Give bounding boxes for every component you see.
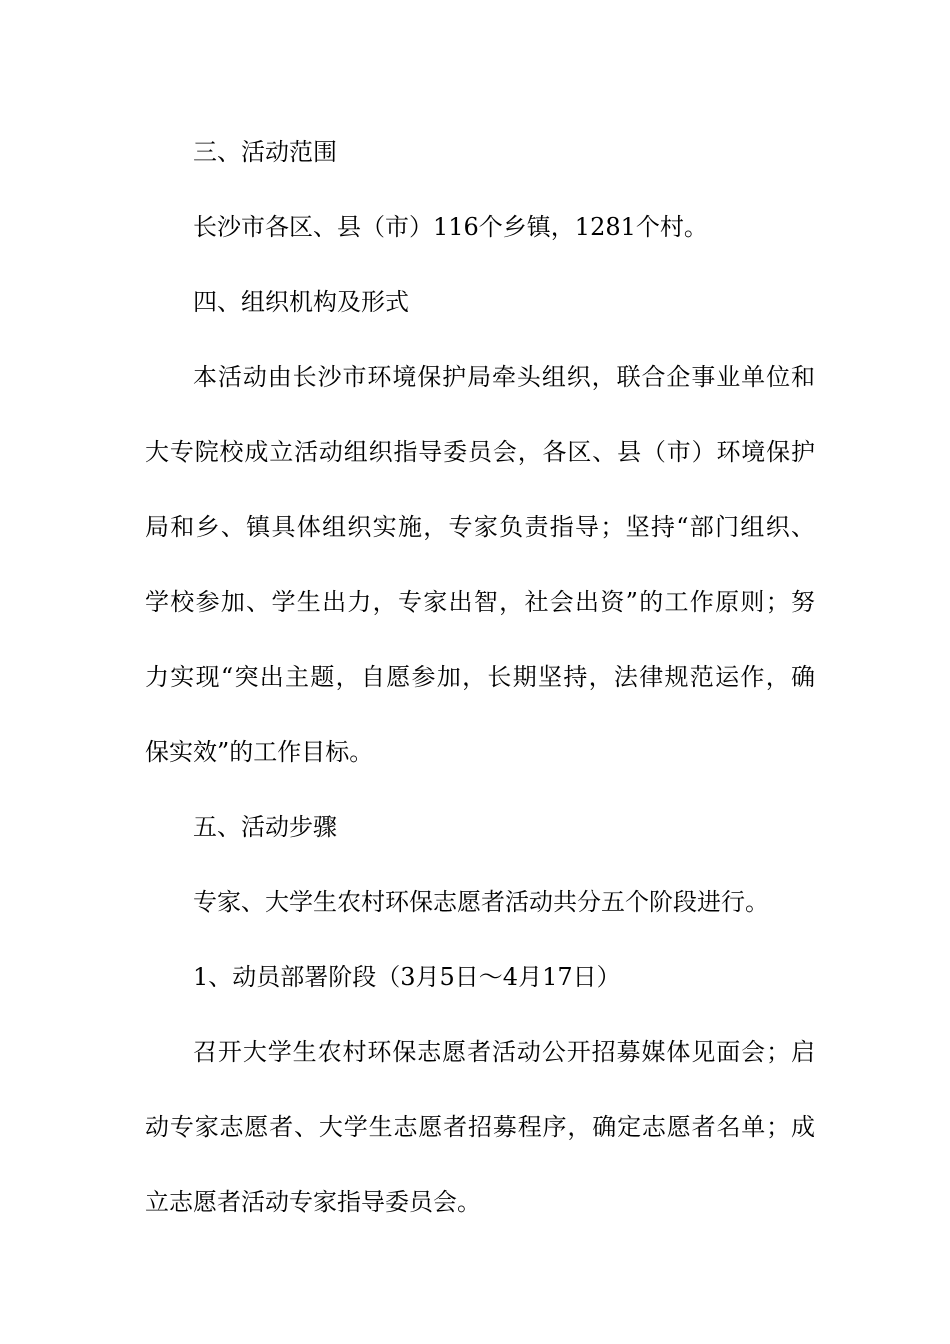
subheading-stage-1: 1、动员部署阶段（3月5日～4月17日） [193, 963, 621, 991]
paragraph-line: 专家、大学生农村环保志愿者活动共分五个阶段进行。 [193, 888, 769, 916]
paragraph-line: 动专家志愿者、大学生志愿者招募程序，确定志愿者名单；成 [145, 1113, 815, 1141]
paragraph-line: 本活动由长沙市环境保护局牵头组织，联合企事业单位和 [193, 363, 815, 391]
paragraph-line: 长沙市各区、县（市）116个乡镇，1281个村。 [193, 213, 708, 241]
section-heading-steps: 五、活动步骤 [193, 813, 337, 841]
section-heading-organization: 四、组织机构及形式 [193, 288, 409, 316]
paragraph-line: 局和乡、镇具体组织实施，专家负责指导；坚持“部门组织、 [145, 513, 815, 541]
paragraph-line: 召开大学生农村环保志愿者活动公开招募媒体见面会；启 [193, 1038, 815, 1066]
paragraph-line: 力实现“突出主题，自愿参加，长期坚持，法律规范运作，确 [145, 663, 815, 691]
paragraph-line: 保实效”的工作目标。 [145, 738, 374, 766]
paragraph-line: 大专院校成立活动组织指导委员会，各区、县（市）环境保护 [145, 438, 815, 466]
section-heading-scope: 三、活动范围 [193, 138, 337, 166]
paragraph-line: 学校参加、学生出力，专家出智，社会出资”的工作原则；努 [145, 588, 815, 616]
paragraph-line: 立志愿者活动专家指导委员会。 [145, 1188, 481, 1216]
